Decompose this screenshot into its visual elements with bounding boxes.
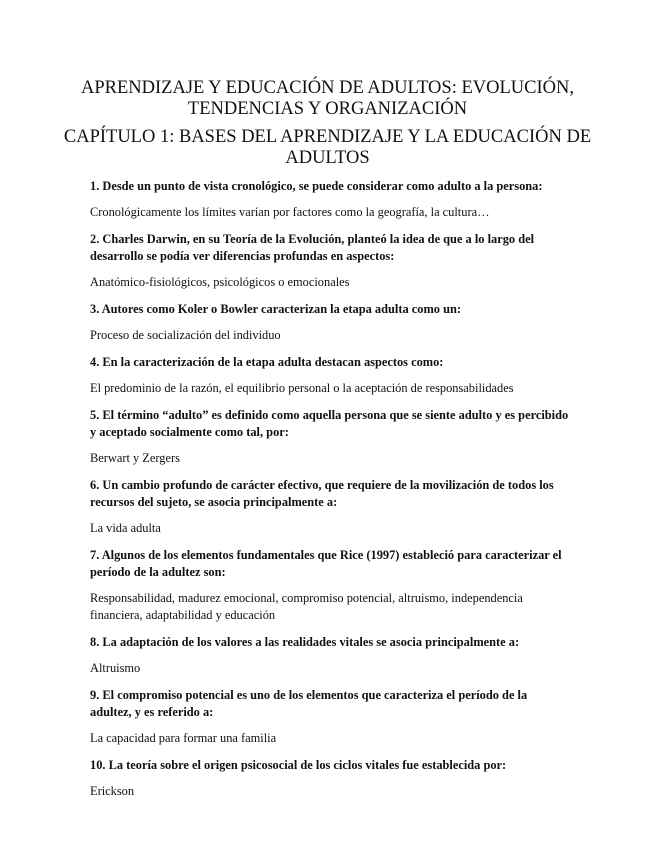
answer: Proceso de socialización del individuo [90,328,281,342]
qa-item [90,547,570,624]
qa-item [90,687,570,747]
question: 4. En la caracterización de la etapa adulta destacan aspectos como: [90,355,444,369]
answer: Berwart y Zergers [90,451,180,465]
qa-item [90,634,570,677]
answer: Responsabilidad, madurez emocional, compromiso potencial, altruismo, independencia financiera, adaptabilidad y educación [90,591,523,622]
answer: La capacidad para formar una familia [90,731,277,745]
question: 8. La adaptación de los valores a las realidades vitales se asocia principalmente a: [90,635,520,649]
question: 10. La teoría sobre el origen psicosocial de los ciclos vitales fue establecida por: [90,758,507,772]
answer: La vida adulta [90,521,161,535]
question: 5. El término “adulto” es definido como aquella persona que se siente adulto y es percibido y aceptado socialmente como tal, por: [90,408,569,439]
answer: El predominio de la razón, el equilibrio personal o la aceptación de responsabilidades [90,381,514,395]
chapter-title: CAPÍTULO 1: BASES DEL APRENDIZAJE Y LA EDUCACIÓN DE ADULTOS [63,127,592,168]
answer: Altruismo [90,661,141,675]
question-answer-list [90,178,570,810]
answer: Anatómico-fisiológicos, psicológicos o emocionales [90,275,350,289]
qa-item [90,301,570,344]
qa-item [90,354,570,397]
answer: Erickson [90,784,135,798]
qa-item [90,757,570,800]
question: 1. Desde un punto de vista cronológico, se puede considerar como adulto a la persona: [90,179,543,193]
document-title: APRENDIZAJE Y EDUCACIÓN DE ADULTOS: EVOLUCIÓN, TENDENCIAS Y ORGANIZACIÓN [81,78,574,119]
qa-item [90,231,570,291]
question: 9. El compromiso potencial es uno de los elementos que caracteriza el período de la adultez, y es referido a: [90,688,528,719]
qa-item [90,477,570,537]
answer: Cronológicamente los límites varían por factores como la geografía, la cultura… [90,205,490,219]
question: 2. Charles Darwin, en su Teoría de la Evolución, planteó la idea de que a lo largo del desarrollo se podía ver diferencias profundas en aspectos: [90,232,535,263]
question: 6. Un cambio profundo de carácter efectivo, que requiere de la movilización de todos los recursos del sujeto, se asocia principalmente a: [90,478,554,509]
qa-item [90,407,570,467]
question: 3. Autores como Koler o Bowler caracterizan la etapa adulta como un: [90,302,461,316]
question: 7. Algunos de los elementos fundamentales que Rice (1997) estableció para caracterizar el período de la adultez son: [90,548,562,579]
qa-item [90,178,570,221]
